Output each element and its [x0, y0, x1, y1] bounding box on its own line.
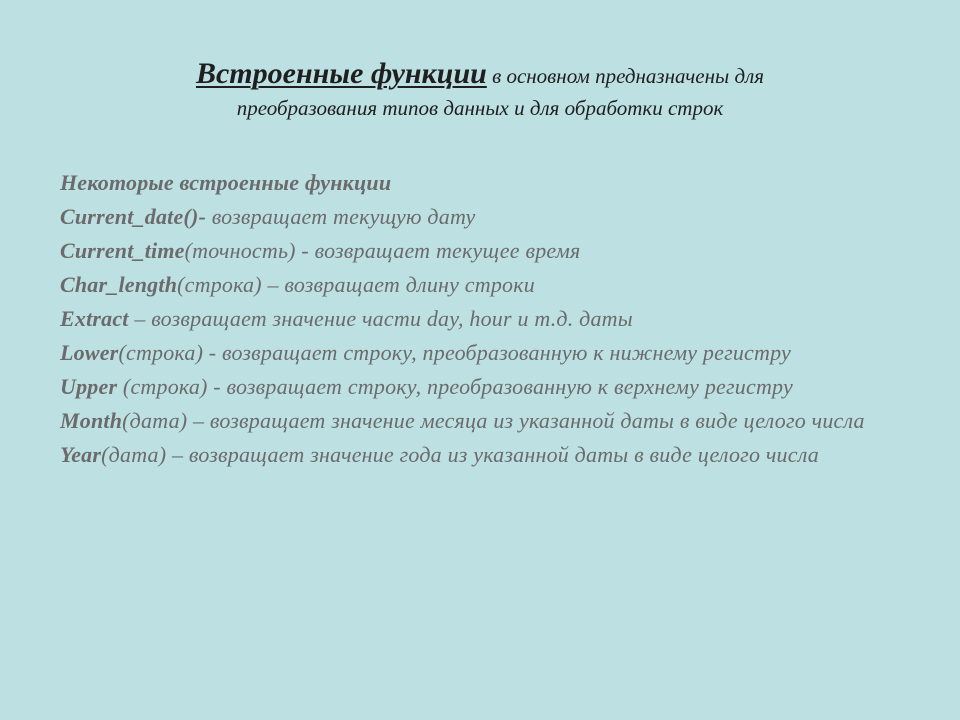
function-name: Month [60, 408, 123, 433]
title-line-2: преобразования типов данных и для обработки строк [236, 96, 724, 120]
title-emphasis: Встроенные функции [195, 57, 487, 90]
function-description: (дата) – возвращает значение года из указанной даты в виде целого числа [101, 442, 819, 467]
title-line-1-rest: в основном предназначены для [486, 64, 765, 88]
function-description: – возвращает значение части day, hour и т.д. даты [128, 306, 633, 331]
list-item [60, 374, 920, 399]
slide-title [90, 58, 870, 124]
function-name: Current_time [60, 238, 185, 263]
function-name: Year [60, 442, 102, 467]
function-description: (строка) – возвращает длину строки [177, 272, 535, 297]
function-description: (строка) - возвращает строку, преобразованную к нижнему регистру [118, 340, 791, 365]
function-name: Upper [60, 374, 118, 399]
function-name: Lower [60, 340, 119, 365]
function-name: Extract [60, 306, 129, 331]
function-name: Char_length [60, 272, 178, 297]
function-description: (точность) - возвращает текущее время [184, 238, 581, 263]
list-item [60, 238, 920, 263]
list-item [60, 340, 920, 365]
list-heading: Некоторые встроенные функции [60, 170, 392, 195]
list-item [60, 204, 920, 229]
list-item [60, 408, 920, 433]
list-item [60, 272, 920, 297]
list-item [60, 442, 920, 467]
function-description: (строка) - возвращает строку, преобразованную к верхнему регистру [117, 374, 793, 399]
list-item [60, 306, 920, 331]
function-name: Current_date()- [60, 204, 206, 229]
title-line-1 [90, 58, 870, 92]
function-description: возвращает текущую дату [206, 204, 476, 229]
function-list [60, 170, 920, 476]
function-description: (дата) – возвращает значение месяца из указанной даты в виде целого числа [122, 408, 865, 433]
